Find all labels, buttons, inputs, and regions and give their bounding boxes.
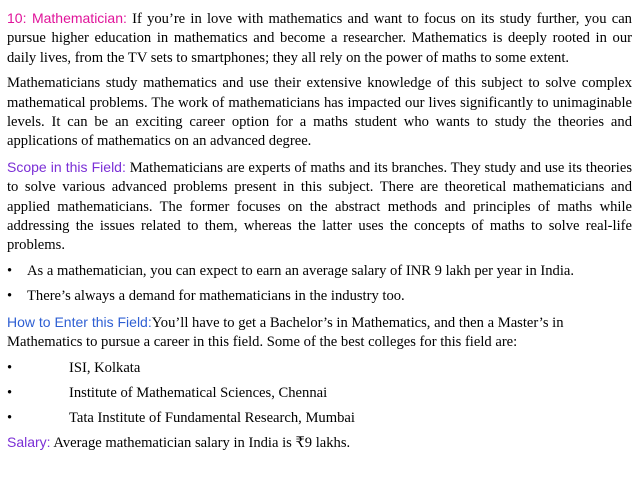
scope-bullet-demand (7, 287, 632, 306)
bullet-icon: • (7, 410, 13, 427)
bullet-icon: • (7, 288, 13, 305)
bullet-icon: • (7, 262, 13, 279)
mathematician-paragraph (7, 9, 632, 68)
salary-label: Salary: (7, 433, 51, 450)
document-page (7, 9, 632, 453)
bullet-icon: • (7, 384, 13, 401)
bullet-icon: • (7, 359, 13, 376)
scope-paragraph (7, 158, 632, 256)
scope-bullet-salary (7, 262, 632, 281)
college-name: ISI, Kolkata (69, 359, 141, 376)
salary-text: Average mathematician salary in India is ₹9 lakhs. (50, 434, 351, 451)
intro-paragraph: Mathematicians study mathematics and use their extensive knowledge of this subject to solve complex mathematical problems. The work of mathematicians has impacted our lives significantly to unimaginable levels. It can be an exciting career option for a maths student who wants to study the theories and applications of mathematics on an advanced degree. (7, 75, 632, 150)
scope-text: Mathematicians are experts of maths and its branches. They study and use its theories to solve various advanced problems present in this subject. There are theoretical mathematicians and applied mathematicians. The former focuses on the abstract methods and principles of maths while addressing the issues related to them, whereas the latter uses the concepts of maths to solve real-life problems. (7, 159, 632, 254)
section-heading-label: 10: Mathematician: (7, 10, 127, 26)
bullet-text: As a mathematician, you can expect to earn an average salary of INR 9 lakh per year in India. (27, 262, 575, 279)
bullet-text: There’s always a demand for mathematicians in the industry too. (27, 288, 405, 305)
section-heading-text: If you’re in love with mathematics and want to focus on its study further, you can pursue higher education in mathematics and become a researcher. Mathematics is deeply rooted in our daily lives, from the TV sets to smartphones; they all rely on the power of maths to some extent. (7, 11, 632, 66)
how-to-enter-label: How to Enter this Field: (7, 313, 152, 330)
college-name: Institute of Mathematical Sciences, Chennai (69, 384, 328, 401)
salary-paragraph (7, 433, 632, 453)
college-item-tifr (7, 409, 632, 428)
how-to-enter-paragraph (7, 313, 632, 353)
college-name: Tata Institute of Fundamental Research, Mumbai (69, 410, 355, 427)
college-item-isi (7, 359, 632, 378)
scope-label: Scope in this Field: (7, 158, 126, 175)
how-to-enter-text: You’ll have to get a Bachelor’s in Mathematics, and then a Master’s in Mathematics to pursue a career in this field. Some of the best colleges for this field are: (7, 314, 564, 351)
college-item-imsc (7, 384, 632, 403)
